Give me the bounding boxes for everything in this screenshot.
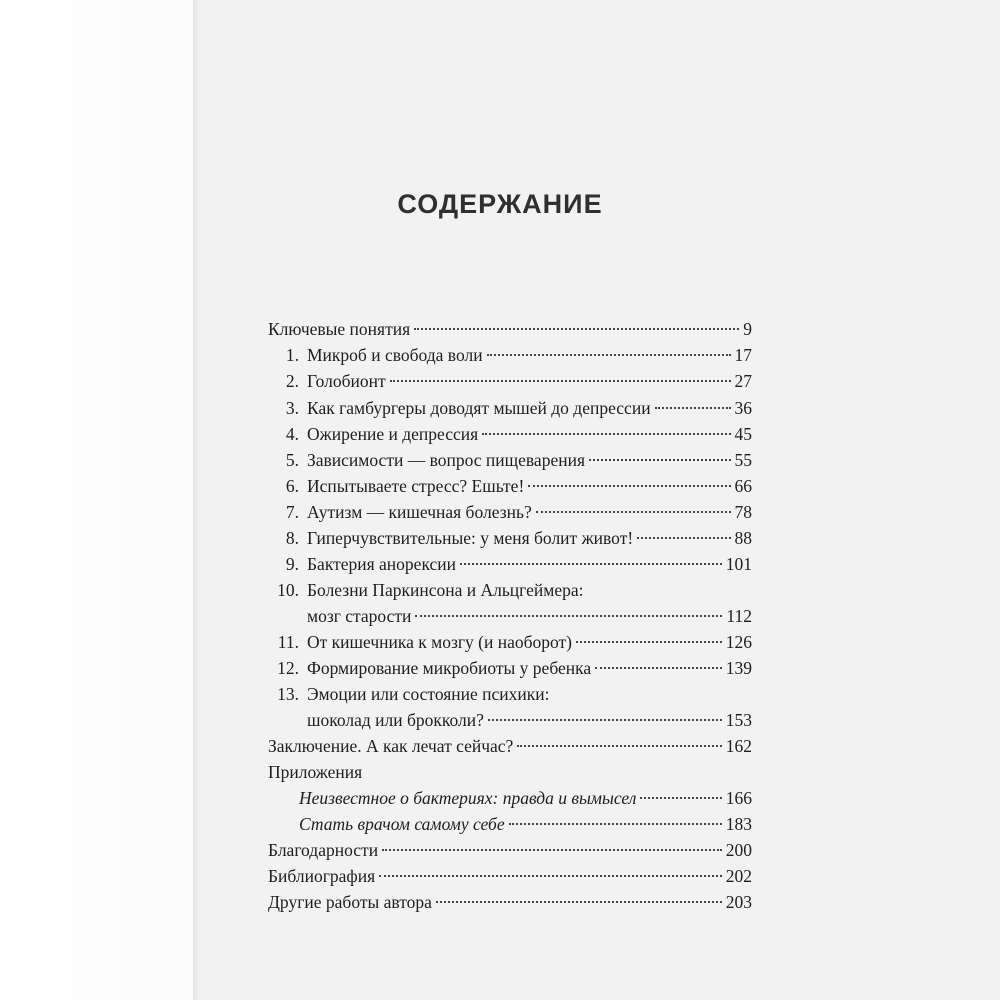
toc-subentry — [268, 787, 752, 809]
chapter-number: 11. — [277, 632, 299, 652]
dot-leader — [382, 848, 722, 851]
page-title: СОДЕРЖАНИЕ — [397, 189, 603, 219]
toc-entry-page: 139 — [725, 658, 752, 678]
dot-leader — [637, 536, 730, 539]
toc-entry-page: 202 — [725, 866, 752, 886]
dot-leader — [390, 379, 731, 382]
toc-entry-page: 66 — [734, 476, 752, 496]
toc-entry — [268, 501, 752, 523]
toc-entry-label: Микроб и свобода воли — [307, 345, 483, 365]
toc-entry-label: Аутизм — кишечная болезнь? — [307, 502, 532, 522]
toc-entry — [268, 839, 752, 861]
toc-subentry — [268, 813, 752, 835]
toc-entry-page: 112 — [726, 606, 752, 626]
dot-leader — [517, 744, 721, 747]
toc-entry-page: 200 — [725, 840, 752, 860]
page-margin — [0, 0, 193, 1000]
dot-leader — [655, 406, 731, 409]
chapter-number: 9. — [285, 554, 299, 574]
toc-entry-label: Эмоции или состояние психики: — [307, 684, 550, 704]
toc-entry-page: 101 — [725, 554, 752, 574]
toc-entry-continuation — [268, 709, 752, 731]
toc-entry-page: 27 — [734, 371, 752, 391]
toc-entry-label: Библиография — [268, 866, 376, 886]
toc-entry — [268, 891, 752, 913]
toc-entry — [268, 475, 752, 497]
toc-entry-page: 88 — [734, 528, 752, 548]
toc-entry-label: Испытываете стресс? Ешьте! — [307, 476, 525, 496]
toc-entry — [268, 657, 752, 679]
toc-entry-label: Голобионт — [307, 371, 386, 391]
dot-leader — [576, 640, 722, 643]
toc-entry-page: 203 — [725, 892, 752, 912]
toc-entry-label: От кишечника к мозгу (и наоборот) — [307, 632, 573, 652]
dot-leader — [460, 562, 722, 565]
toc-entry-label: Другие работы автора — [268, 892, 432, 912]
toc-entry-label: Формирование микробиоты у ребенка — [307, 658, 592, 678]
toc-entry — [268, 370, 752, 392]
chapter-number: 1. — [285, 345, 299, 365]
dot-leader — [640, 796, 721, 799]
dot-leader — [528, 484, 730, 487]
dot-leader — [436, 900, 722, 903]
toc-entry — [268, 318, 752, 340]
toc-entry — [268, 631, 752, 653]
chapter-number: 2. — [285, 371, 299, 391]
toc-entry — [268, 449, 752, 471]
toc-entry-label: Зависимости — вопрос пищеварения — [307, 450, 585, 470]
toc-entry-label: Ожирение и депрессия — [307, 424, 479, 444]
toc-entry-page: 126 — [725, 632, 752, 652]
toc-entry-label: Бактерия анорексии — [307, 554, 457, 574]
toc-entry — [268, 553, 752, 575]
toc-entry-page: 153 — [725, 710, 752, 730]
toc-entry-page: 9 — [743, 319, 752, 339]
toc-entry-page: 55 — [734, 450, 752, 470]
toc-entry-continuation — [268, 605, 752, 627]
toc-entry-label: Ключевые понятия — [268, 319, 411, 339]
toc-entry-label: Приложения — [268, 762, 363, 782]
chapter-number: 8. — [285, 528, 299, 548]
chapter-number: 3. — [285, 398, 299, 418]
chapter-number: 7. — [285, 502, 299, 522]
toc-entry-label: мозг старости — [307, 606, 412, 626]
dot-leader — [509, 822, 722, 825]
toc-entry — [268, 683, 752, 705]
dot-leader — [589, 458, 731, 461]
toc-entry-label: Заключение. А как лечат сейчас? — [268, 736, 514, 756]
toc-entry-page: 78 — [734, 502, 752, 522]
toc-entry-label: Гиперчувствительные: у меня болит живот! — [307, 528, 634, 548]
toc-entry — [268, 735, 752, 757]
toc-entry — [268, 423, 752, 445]
toc-entry-page: 45 — [734, 424, 752, 444]
toc-section-heading — [268, 761, 752, 783]
dot-leader — [415, 614, 722, 617]
chapter-number: 5. — [285, 450, 299, 470]
toc-entry-page: 17 — [734, 345, 752, 365]
chapter-number: 10. — [277, 580, 299, 600]
toc-entry-label: Благодарности — [268, 840, 379, 860]
toc-entry — [268, 397, 752, 419]
toc-entry-label: Как гамбургеры доводят мышей до депрессии — [307, 398, 651, 418]
toc-entry — [268, 865, 752, 887]
toc-entry-label: шоколад или брокколи? — [307, 710, 484, 730]
toc-entry — [268, 344, 752, 366]
toc-entry-page: 183 — [725, 814, 752, 834]
toc-entry-page: 162 — [725, 736, 752, 756]
dot-leader — [536, 510, 731, 513]
dot-leader — [488, 718, 722, 721]
dot-leader — [414, 327, 739, 330]
toc-entry-page: 36 — [734, 398, 752, 418]
chapter-number: 12. — [277, 658, 299, 678]
toc-entry-label: Стать врачом самому себе — [299, 814, 505, 834]
toc-entry-page: 166 — [725, 788, 752, 808]
toc-entry-label: Болезни Паркинсона и Альцгеймера: — [307, 580, 584, 600]
chapter-number: 4. — [285, 424, 299, 444]
chapter-number: 13. — [277, 684, 299, 704]
dot-leader — [487, 353, 731, 356]
toc-entry — [268, 579, 752, 601]
dot-leader — [482, 432, 730, 435]
chapter-number: 6. — [285, 476, 299, 496]
toc-entry — [268, 527, 752, 549]
dot-leader — [595, 666, 722, 669]
toc-entry-label: Неизвестное о бактериях: правда и вымысел — [299, 788, 637, 808]
dot-leader — [379, 874, 722, 877]
